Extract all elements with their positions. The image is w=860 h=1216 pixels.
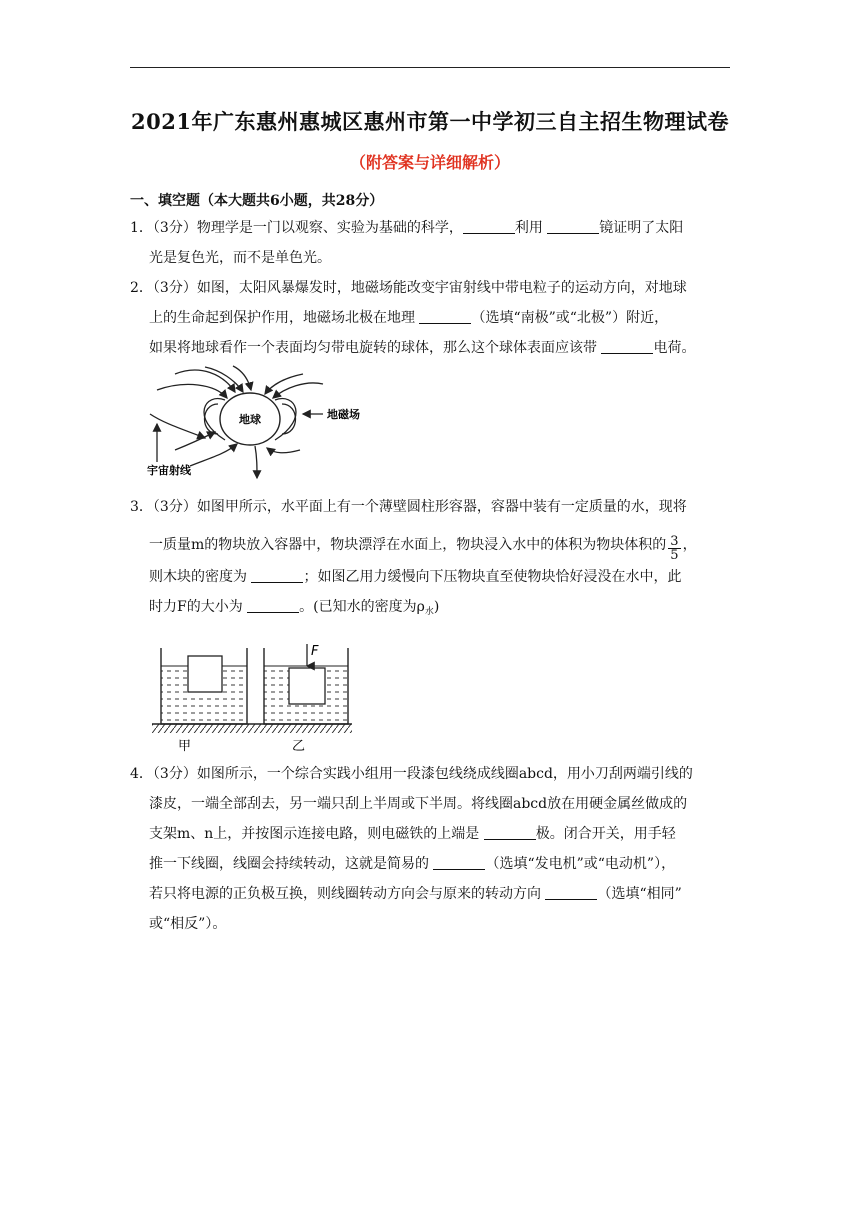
q3-line-3: 则木块的密度为 ；如图乙用力缓慢向下压物块直至使物块恰好浸没在水中，此 <box>149 569 682 585</box>
fraction: $\frac{3}{5}$ <box>670 534 679 563</box>
section-heading: 一、填空题（本大题共6小题，共28分） <box>130 193 384 209</box>
q4-line-5: 若只将电源的正负极互换，则线圈转动方向会与原来的转动方向 （选填“相同” <box>149 886 682 902</box>
question-2 <box>130 273 730 363</box>
answer-blank[interactable] <box>463 219 515 234</box>
earth-label: 地球 <box>239 413 261 426</box>
figure-label-right: 乙 <box>292 739 306 754</box>
force-label: F <box>311 644 319 659</box>
container-figure <box>150 640 360 755</box>
q2-line-1: 2．（3分）如图，太阳风暴爆发时，地磁场能改变宇宙射线中带电粒子的运动方向，对地球 <box>130 280 687 296</box>
page-subtitle: （附答案与详细解析） <box>349 153 510 172</box>
top-rule <box>130 67 730 68</box>
answer-blank[interactable] <box>545 885 597 900</box>
q1-line-2: 光是复色光，而不是单色光。 <box>149 250 331 266</box>
earth-field-figure <box>145 362 385 480</box>
answer-blank[interactable] <box>433 855 485 870</box>
q1-line-1: 1．（3分）物理学是一门以观察、实验为基础的科学， 利用 镜证明了太阳 <box>130 220 684 236</box>
field-label: 地磁场 <box>327 408 360 421</box>
q3-line-1: 3．（3分）如图甲所示，水平面上有一个薄壁圆柱形容器，容器中装有一定质量的水，现将 <box>130 499 687 515</box>
answer-blank[interactable] <box>251 568 303 583</box>
q3-line-2: 一质量m的物块放入容器中，物块漂浮在水面上，物块浸入水中的体积为物块体积的 $\frac{3}{5}$ ， <box>149 534 697 563</box>
q4-line-6: 或“相反”）。 <box>149 916 227 932</box>
q4-line-1: 4．（3分）如图所示，一个综合实践小组用一段漆包线绕成线圈abcd，用小刀刮两端引线的 <box>130 766 693 782</box>
cosmic-ray-label: 宇宙射线 <box>147 464 191 477</box>
question-4 <box>130 759 730 939</box>
q4-line-4: 推一下线圈，线圈会持续转动，这就是简易的 （选填“发电机”或“电动机”）， <box>149 856 676 872</box>
answer-blank[interactable] <box>419 309 471 324</box>
q4-line-2: 漆皮，一端全部刮去，另一端只刮上半周或下半周。将线圈abcd放在用硬金属丝做成的 <box>149 796 688 812</box>
floating-block <box>188 656 222 692</box>
submerged-block <box>289 668 325 704</box>
q3-line-4: 时力F的大小为 。(已知水的密度为$\rho_水$) <box>149 599 440 617</box>
answer-blank[interactable] <box>247 598 299 613</box>
q4-line-3: 支架m、n上，并按图示连接电路，则电磁铁的上端是 极。闭合开关，用手轻 <box>149 826 676 842</box>
question-3 <box>130 492 730 627</box>
page-title: 2021年广东惠州惠城区惠州市第一中学初三自主招生物理试卷 <box>131 109 729 134</box>
q2-line-2: 上的生命起到保护作用，地磁场北极在地理 （选填“南极”或“北极”）附近， <box>149 310 669 326</box>
answer-blank[interactable] <box>484 825 536 840</box>
answer-blank[interactable] <box>547 219 599 234</box>
question-1 <box>130 213 730 273</box>
figure-label-left: 甲 <box>178 739 192 754</box>
q2-line-3: 如果将地球看作一个表面均匀带电旋转的球体，那么这个球体表面应该带 电荷。 <box>149 340 696 356</box>
answer-blank[interactable] <box>601 339 653 354</box>
